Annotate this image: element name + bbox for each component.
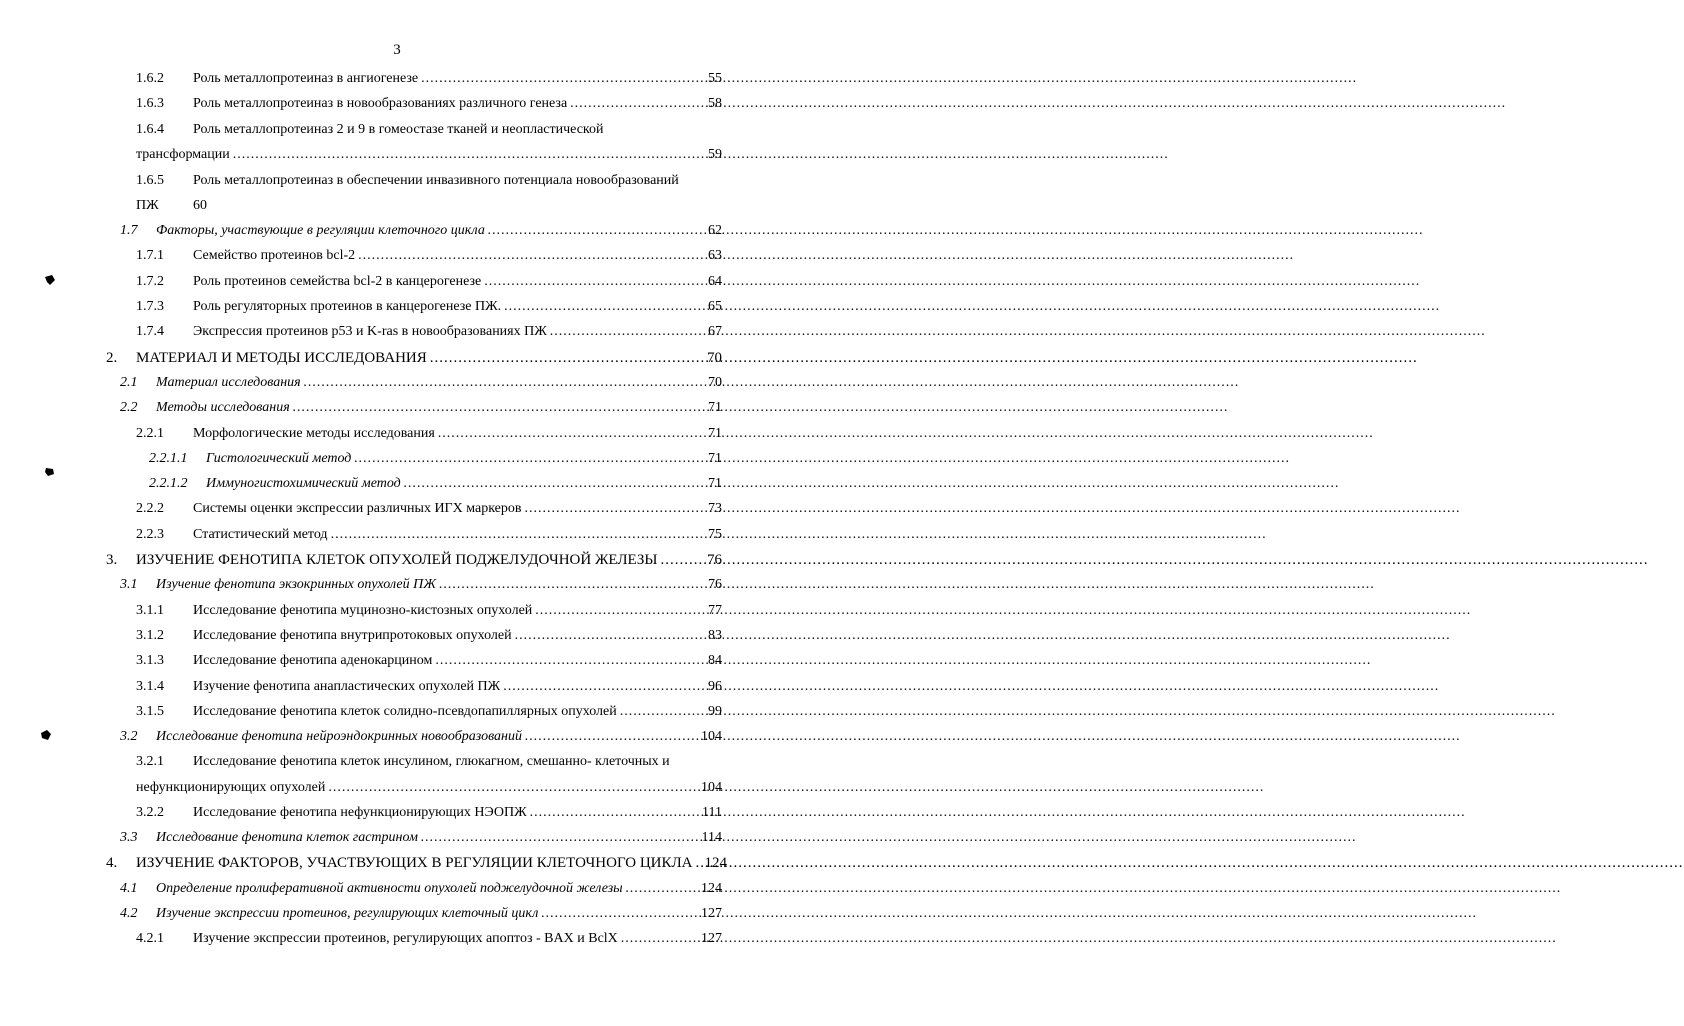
toc-page: 96 bbox=[708, 679, 722, 694]
toc-page: 114 bbox=[701, 830, 722, 845]
toc-entry bbox=[0, 498, 794, 520]
toc-page: 58 bbox=[708, 96, 722, 111]
toc-entry bbox=[0, 802, 794, 824]
toc-number: 1.7 bbox=[120, 223, 138, 238]
toc-entry-continuation bbox=[0, 195, 794, 217]
toc-entry bbox=[0, 119, 794, 141]
toc-page: 127 bbox=[701, 906, 722, 921]
toc-title: ИЗУЧЕНИЕ ФАКТОРОВ, УЧАСТВУЮЩИХ В РЕГУЛЯЦИИ КЛЕТОЧНОГО ЦИКЛА ..... 124 bbox=[136, 852, 722, 874]
toc-page: 76 bbox=[707, 552, 722, 568]
toc-entry bbox=[0, 347, 794, 369]
toc-page: 84 bbox=[708, 653, 722, 668]
toc-number: 3.2.1 bbox=[136, 754, 164, 769]
toc-title: Роль протеинов семейства bcl-2 в канцерогенезе ..... 64 bbox=[193, 271, 722, 293]
toc-entry bbox=[0, 574, 794, 596]
toc-page: 64 bbox=[708, 274, 722, 289]
toc-page: 124 bbox=[704, 855, 728, 871]
toc-number: 3.2 bbox=[120, 729, 138, 744]
toc-number: 3.1.4 bbox=[136, 679, 164, 694]
toc-number: 2.2.1.1 bbox=[149, 451, 188, 466]
toc-entry bbox=[0, 928, 794, 950]
toc-number: 2.2 bbox=[120, 400, 138, 415]
toc-entry bbox=[0, 726, 794, 748]
toc-entry bbox=[0, 397, 794, 419]
toc-entry bbox=[0, 93, 794, 115]
toc-entry bbox=[0, 423, 794, 445]
toc-number: 1.7.4 bbox=[136, 324, 164, 339]
toc-title: Исследование фенотипа клеток инсулином, глюкагном, смешанно- клеточных и bbox=[193, 754, 670, 769]
toc-title: Морфологические методы исследования ..... 71 bbox=[193, 423, 722, 445]
toc-page: 124 bbox=[701, 881, 722, 896]
page-number: 3 bbox=[393, 42, 401, 58]
toc-page: 77 bbox=[708, 603, 722, 618]
toc-title: Роль металлопротеиназ 2 и 9 в гомеостазе тканей и неопластической bbox=[193, 122, 604, 137]
toc-entry bbox=[0, 220, 794, 242]
toc-entry bbox=[0, 751, 794, 773]
toc-title: Изучение экспрессии протеинов, регулирующих клеточный цикл ..... 127 bbox=[156, 903, 722, 925]
toc-entry bbox=[0, 524, 794, 546]
toc-title: Исследование фенотипа аденокарцином ..... 84 bbox=[193, 650, 722, 672]
toc-page: 71 bbox=[708, 400, 722, 415]
toc-number: 2.1 bbox=[120, 375, 138, 390]
toc-title: Исследование фенотипа нефункционирующих НЭОПЖ ..... 111 bbox=[193, 802, 722, 824]
toc-title: Иммуногистохимический метод ..... 71 bbox=[206, 473, 722, 495]
toc-entry bbox=[0, 473, 794, 495]
toc-page: 63 bbox=[708, 248, 722, 263]
toc-page: 76 bbox=[708, 577, 722, 592]
toc-page: 75 bbox=[708, 527, 722, 542]
toc-page: 67 bbox=[708, 324, 722, 339]
toc-page: 59 bbox=[708, 147, 722, 162]
toc-title: Исследование фенотипа клеток солидно-псевдопапиллярных опухолей ..... 99 bbox=[193, 701, 722, 723]
toc-page: 111 bbox=[702, 805, 722, 820]
toc-entry bbox=[0, 701, 794, 723]
toc-title: Роль металлопротеиназ в ангиогенезе ..... 55 bbox=[193, 68, 722, 90]
toc-number: 1.6.4 bbox=[136, 122, 164, 137]
toc-title-cont: ПЖ bbox=[136, 198, 159, 213]
toc-entry-continuation bbox=[0, 777, 794, 799]
toc-title: Исследование фенотипа клеток гастрином ..... 114 bbox=[156, 827, 722, 849]
toc-title: Исследование фенотипа нейроэндокринных новообразований ..... 104 bbox=[156, 726, 722, 748]
scan-speck bbox=[44, 274, 56, 286]
toc-title: Семейство протеинов bcl-2 ..... 63 bbox=[193, 245, 722, 267]
toc-page: 65 bbox=[708, 299, 722, 314]
toc-page: 55 bbox=[708, 71, 722, 86]
toc-title: Статистический метод ..... 75 bbox=[193, 524, 722, 546]
toc-title: Изучение экспрессии протеинов, регулирующих апоптоз - BAX и BclX ..... 127 bbox=[193, 928, 722, 950]
toc-number: 2.2.3 bbox=[136, 527, 164, 542]
toc-page: 104 bbox=[701, 729, 722, 744]
toc-entry bbox=[0, 170, 794, 192]
toc-number: 3. bbox=[106, 552, 118, 568]
toc-title: Системы оценки экспрессии различных ИГХ маркеров ..... 73 bbox=[193, 498, 722, 520]
toc-entry bbox=[0, 68, 794, 90]
toc-number: 2. bbox=[106, 350, 118, 366]
toc-entry bbox=[0, 625, 794, 647]
toc-title-cont: нефункционирующих опухолей ..... 104 bbox=[136, 777, 722, 799]
toc-title: Изучение фенотипа анапластических опухолей ПЖ ..... 96 bbox=[193, 676, 722, 698]
toc-entry bbox=[0, 600, 794, 622]
toc-title: Роль металлопротеиназ в обеспечении инвазивного потенциала новообразований bbox=[193, 173, 679, 188]
toc-entry bbox=[0, 321, 794, 343]
toc-title: Изучение фенотипа экзокринных опухолей ПЖ ..... 76 bbox=[156, 574, 722, 596]
toc-number: 3.2.2 bbox=[136, 805, 164, 820]
toc-entry bbox=[0, 852, 794, 874]
toc-number: 3.1 bbox=[120, 577, 138, 592]
toc-page: 99 bbox=[708, 704, 722, 719]
toc-entry-continuation bbox=[0, 144, 794, 166]
toc-title: Гистологический метод ..... 71 bbox=[206, 448, 722, 470]
toc-page: 71 bbox=[708, 426, 722, 441]
toc-entry bbox=[0, 650, 794, 672]
toc-number: 3.1.2 bbox=[136, 628, 164, 643]
toc-number: 2.2.2 bbox=[136, 501, 164, 516]
toc-title: Определение пролиферативной активности опухолей поджелудочной железы ..... 124 bbox=[156, 878, 722, 900]
toc-page: 104 bbox=[701, 780, 722, 795]
toc-page: 70 bbox=[707, 350, 722, 366]
toc-number: 2.2.1 bbox=[136, 426, 164, 441]
toc-title: ИЗУЧЕНИЕ ФЕНОТИПА КЛЕТОК ОПУХОЛЕЙ ПОДЖЕЛУДОЧНОЙ ЖЕЛЕЗЫ ..... 76 bbox=[136, 549, 722, 571]
toc-page: 70 bbox=[708, 375, 722, 390]
toc-entry bbox=[0, 271, 794, 293]
toc-entry bbox=[0, 878, 794, 900]
toc-title: Материал исследования ..... 70 bbox=[156, 372, 722, 394]
toc-entry bbox=[0, 549, 794, 571]
toc-page: 60 bbox=[193, 198, 207, 213]
toc-number: 3.3 bbox=[120, 830, 138, 845]
toc-entry bbox=[0, 372, 794, 394]
toc-entry bbox=[0, 296, 794, 318]
toc-number: 1.7.3 bbox=[136, 299, 164, 314]
toc-title-cont: трансформации ..... 59 bbox=[136, 144, 722, 166]
toc-entry bbox=[0, 827, 794, 849]
toc-number: 1.6.2 bbox=[136, 71, 164, 86]
toc-number: 1.7.2 bbox=[136, 274, 164, 289]
toc-number: 4. bbox=[106, 855, 118, 871]
toc-number: 2.2.1.2 bbox=[149, 476, 188, 491]
toc-title: Методы исследования ..... 71 bbox=[156, 397, 722, 419]
toc-title: Факторы, участвующие в регуляции клеточного цикла ..... 62 bbox=[156, 220, 722, 242]
scan-speck bbox=[40, 729, 52, 741]
toc-title: Роль регуляторных протеинов в канцерогенезе ПЖ. ..... 65 bbox=[193, 296, 722, 318]
toc-page: 127 bbox=[701, 931, 722, 946]
scan-speck bbox=[44, 466, 56, 478]
toc-page: 83 bbox=[708, 628, 722, 643]
toc-title: Исследование фенотипа муцинозно-кистозных опухолей ..... 77 bbox=[193, 600, 722, 622]
toc-number: 3.1.3 bbox=[136, 653, 164, 668]
toc-title: МАТЕРИАЛ И МЕТОДЫ ИССЛЕДОВАНИЯ ..... 70 bbox=[136, 347, 722, 369]
toc-number: 1.7.1 bbox=[136, 248, 164, 263]
toc-page: 62 bbox=[708, 223, 722, 238]
toc-entry bbox=[0, 676, 794, 698]
toc-entry bbox=[0, 903, 794, 925]
toc-number: 4.2.1 bbox=[136, 931, 164, 946]
toc-entry bbox=[0, 448, 794, 470]
toc-page: 73 bbox=[708, 501, 722, 516]
toc-title: Роль металлопротеиназ в новообразованиях различного генеза ..... 58 bbox=[193, 93, 722, 115]
toc-number: 4.2 bbox=[120, 906, 138, 921]
toc-title: Исследование фенотипа внутрипротоковых опухолей ..... 83 bbox=[193, 625, 722, 647]
toc-number: 1.6.5 bbox=[136, 173, 164, 188]
toc-entry bbox=[0, 245, 794, 267]
toc-number: 4.1 bbox=[120, 881, 138, 896]
toc-number: 3.1.5 bbox=[136, 704, 164, 719]
toc-page: 71 bbox=[708, 451, 722, 466]
toc-number: 1.6.3 bbox=[136, 96, 164, 111]
toc-title: Экспрессия протеинов p53 и K-ras в новообразованиях ПЖ ..... 67 bbox=[193, 321, 722, 343]
toc-number: 3.1.1 bbox=[136, 603, 164, 618]
toc-page: 71 bbox=[708, 476, 722, 491]
